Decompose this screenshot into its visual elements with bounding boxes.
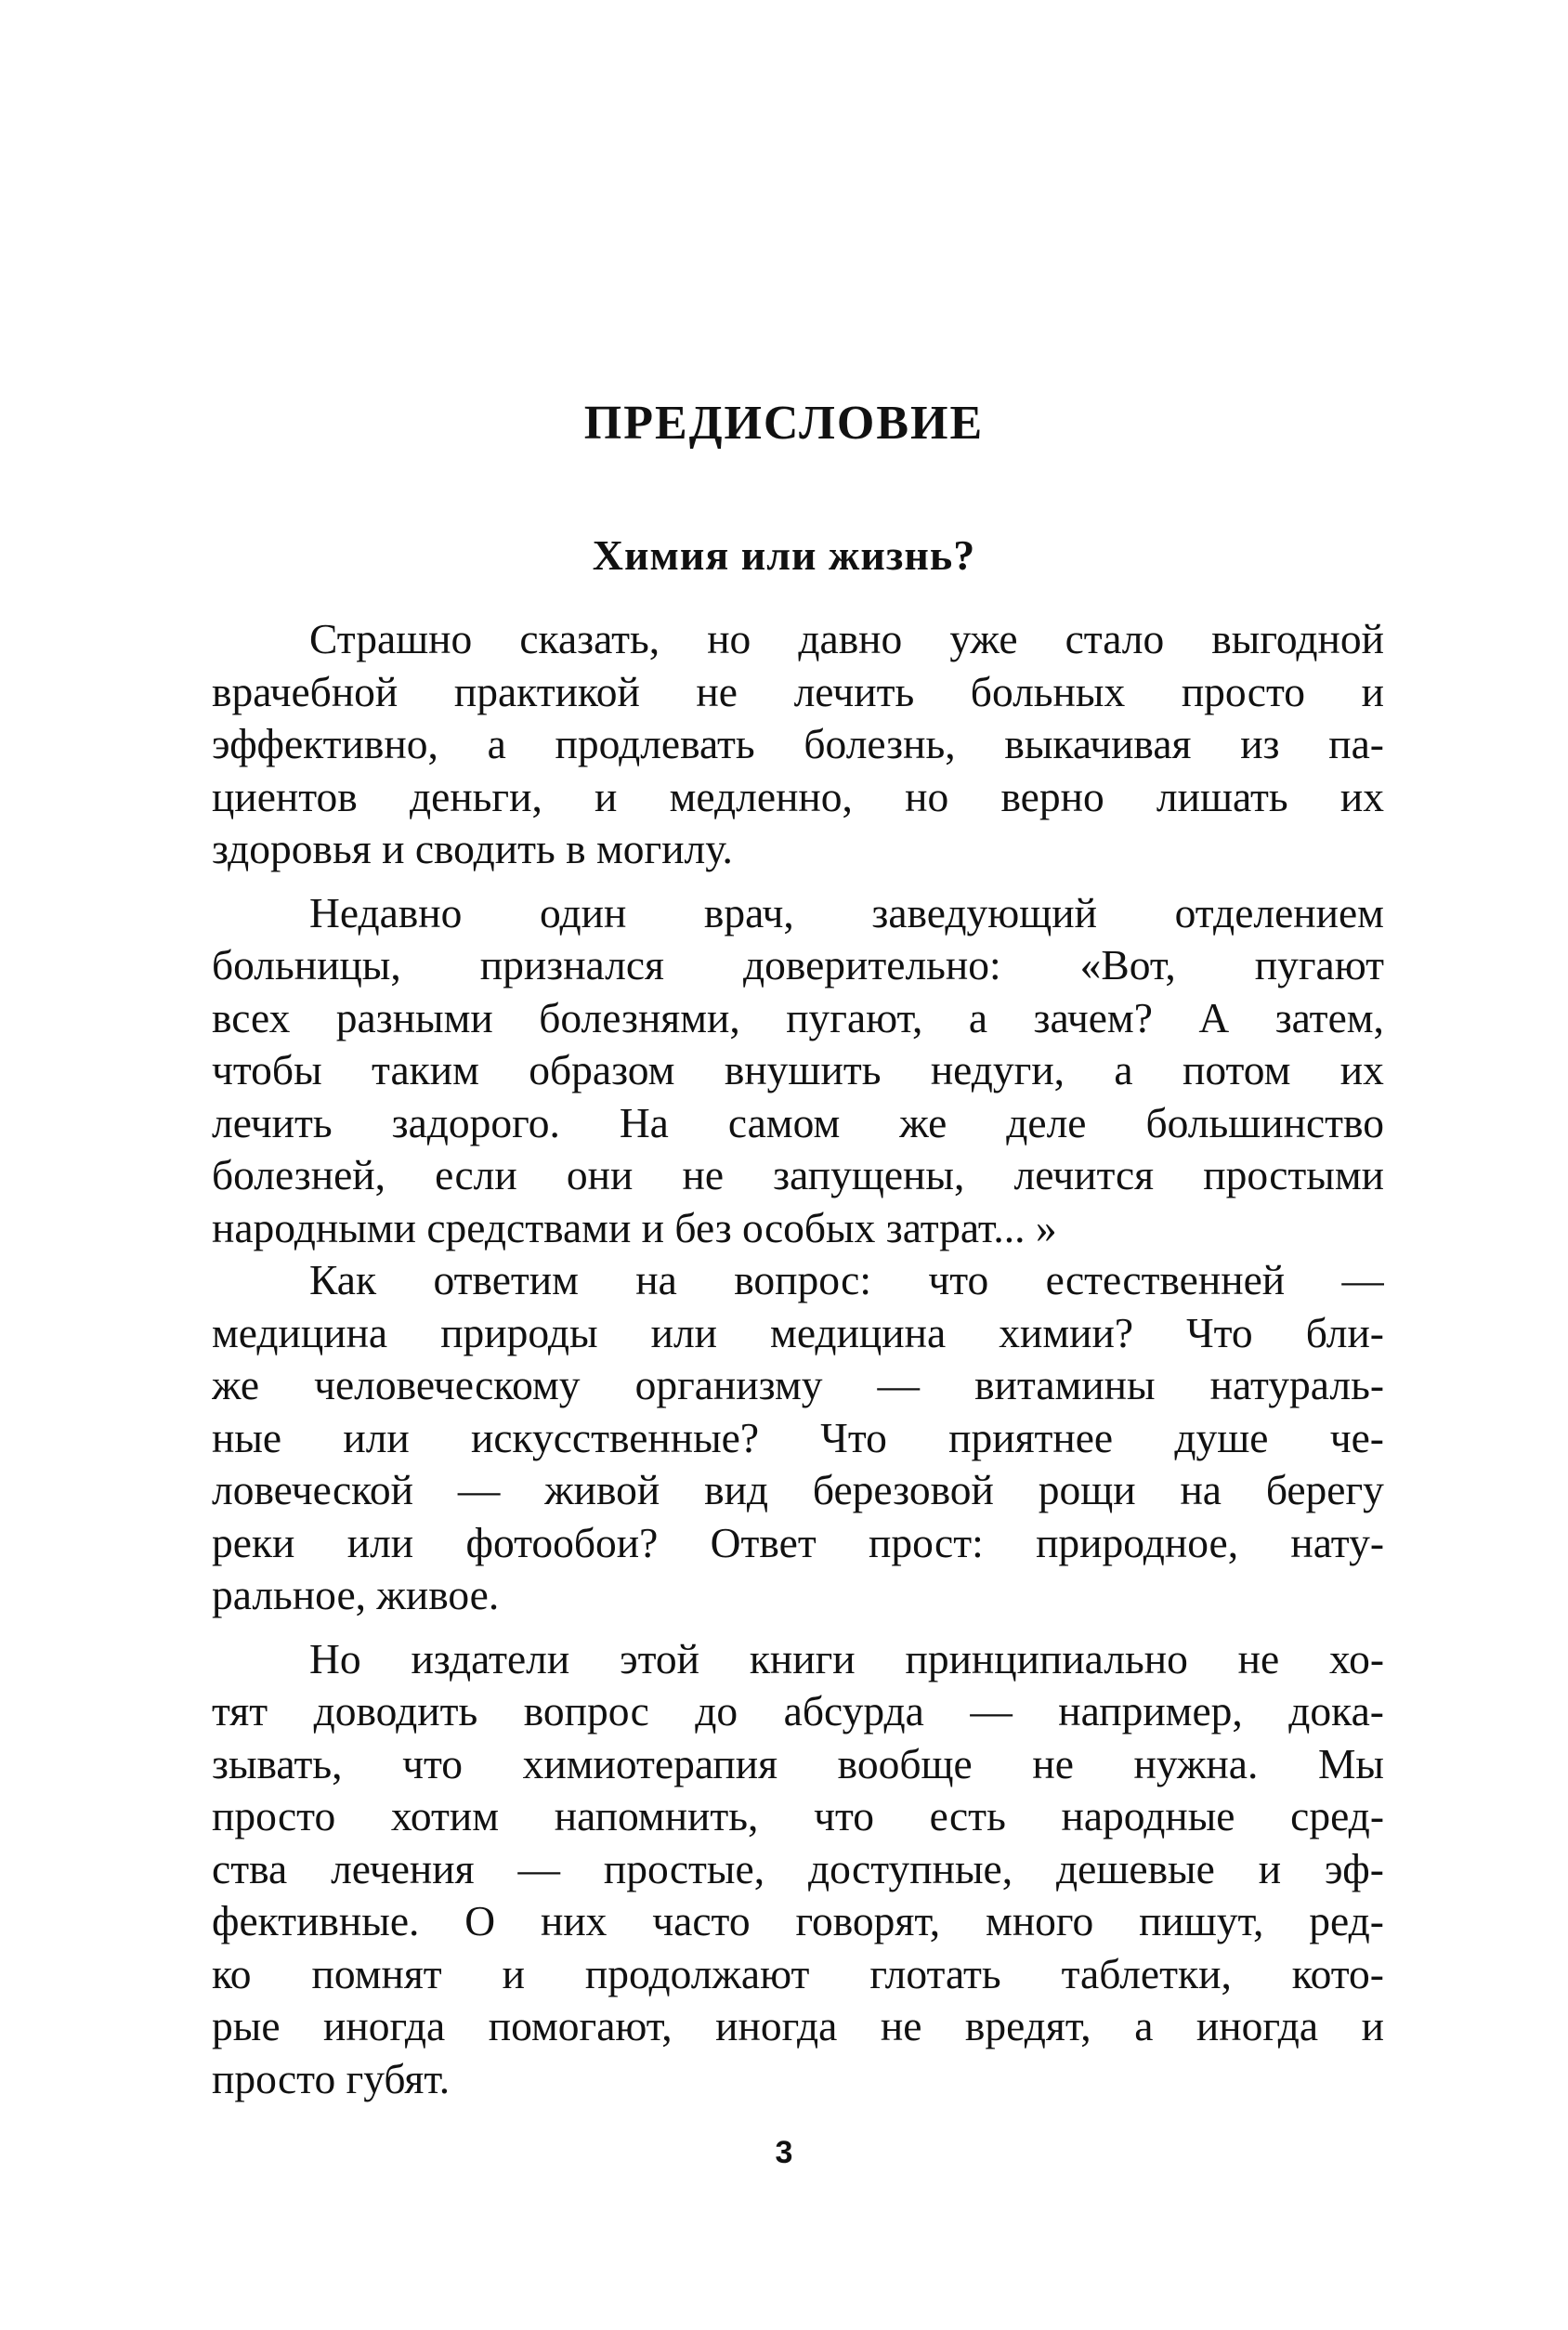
text-line: ральное, живое. bbox=[212, 1571, 500, 1618]
paragraph-1 bbox=[212, 613, 1384, 876]
text-line: медицина природы или медицина химии? Что бли- bbox=[212, 1308, 1384, 1356]
text-line: Как ответим на вопрос: что естественней — bbox=[309, 1256, 1384, 1303]
text-line: больницы, признался доверительно: «Вот, пугают bbox=[212, 941, 1384, 988]
text-line: врачебной практикой не лечить больных просто и bbox=[212, 667, 1384, 715]
text-line: болезней, если они не запущены, лечится простыми bbox=[212, 1151, 1384, 1198]
paragraph-3 bbox=[212, 1254, 1384, 1622]
text-line: ко помнят и продолжают глотать таблетки, кото- bbox=[212, 1949, 1384, 1997]
chapter-title: ПРЕДИСЛОВИЕ bbox=[583, 397, 985, 450]
text-line: народными средствами и без особых затрат... » bbox=[212, 1203, 1057, 1251]
text-line: просто губят. bbox=[212, 2054, 451, 2102]
text-line: всех разными болезнями, пугают, а зачем? А затем, bbox=[212, 993, 1384, 1041]
text-line: Страшно сказать, но давно уже стало выгодной bbox=[309, 615, 1384, 662]
page-number: 3 bbox=[775, 2135, 793, 2170]
text-line: фективные. О них часто говорят, много пишут, ред- bbox=[212, 1897, 1384, 1944]
text-line: чтобы таким образом внушить недуги, а потом их bbox=[212, 1046, 1384, 1093]
text-line: ные или искусственные? Что приятнее душе че- bbox=[212, 1413, 1384, 1461]
text-line: лечить задорого. На самом же деле большинство bbox=[212, 1098, 1384, 1146]
text-line: циентов деньги, и медленно, но верно лишать их bbox=[212, 772, 1384, 820]
paragraph-2 bbox=[212, 887, 1384, 1255]
text-line: рые иногда помогают, иногда не вредят, а иногда и bbox=[212, 2002, 1384, 2049]
text-line: просто хотим напомнить, что есть народные сред- bbox=[212, 1792, 1384, 1839]
text-line: здоровья и сводить в могилу. bbox=[212, 825, 733, 872]
text-line: реки или фотообои? Ответ прост: природное, нату- bbox=[212, 1518, 1384, 1566]
text-line: ства лечения — простые, доступные, дешевые и эф- bbox=[212, 1844, 1384, 1892]
text-line: эффективно, а продлевать болезнь, выкачивая из па- bbox=[212, 720, 1384, 767]
section-title: Химия или жизнь? bbox=[592, 531, 976, 579]
text-line: Но издатели этой книги принципиально не хо- bbox=[309, 1634, 1384, 1682]
text-line: тят доводить вопрос до абсурда — например, дока- bbox=[212, 1687, 1384, 1734]
text-line: же человеческому организму — витамины натураль- bbox=[212, 1361, 1384, 1408]
body-text bbox=[212, 613, 1384, 2105]
text-line: ловеческой — живой вид березовой рощи на берегу bbox=[212, 1466, 1384, 1513]
text-line: Недавно один врач, заведующий отделением bbox=[309, 888, 1384, 936]
text-line: зывать, что химиотерапия вообще не нужна. Мы bbox=[212, 1739, 1384, 1787]
paragraph-4 bbox=[212, 1633, 1384, 2106]
